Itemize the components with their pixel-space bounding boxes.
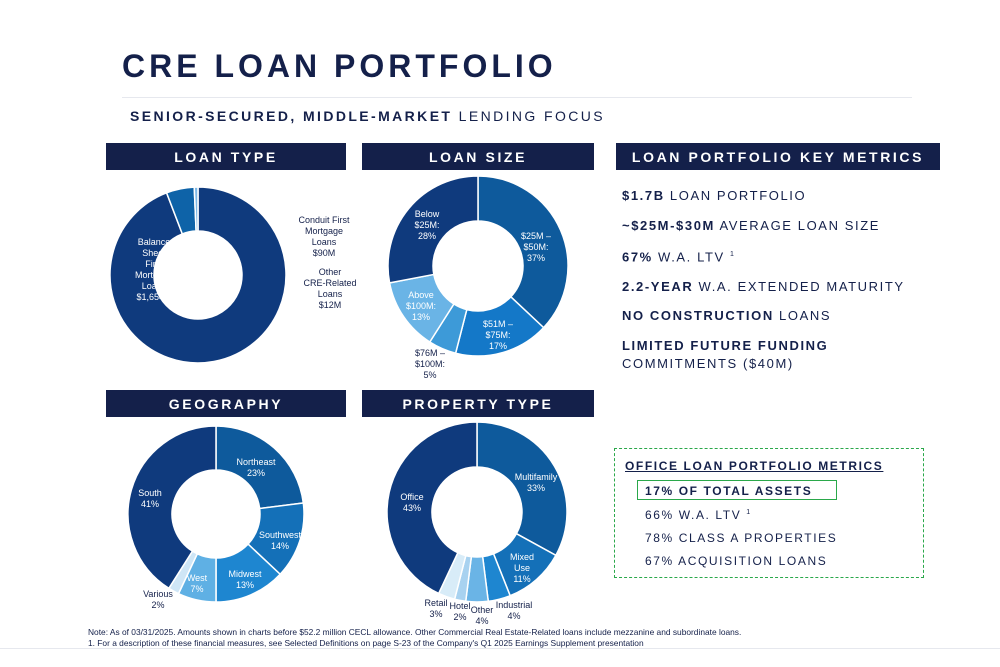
metric-value: $1.7B: [622, 188, 665, 203]
slice-label: Southwest 14%: [258, 530, 302, 551]
slice-label: Below $25M: 28%: [414, 209, 440, 241]
slice-label: Hotel 2%: [449, 601, 471, 622]
subtitle-rest: LENDING FOCUS: [452, 108, 606, 124]
metric-label: W.A. EXTENDED MATURITY: [693, 278, 905, 294]
metric-label: LOANS: [773, 308, 832, 324]
office-metrics-title: OFFICE LOAN PORTFOLIO METRICS: [625, 459, 884, 473]
footnote-marker: 1: [730, 251, 736, 258]
loan-size-chart: [360, 172, 600, 387]
metric-loan-portfolio: [622, 187, 952, 205]
slice-label: $76M – $100M: 5%: [414, 348, 446, 380]
slice-label: South 41%: [138, 488, 162, 509]
slice-label: Industrial 4%: [495, 600, 533, 621]
metric-value: NO CONSTRUCTION: [622, 308, 774, 324]
footer-divider: [0, 648, 1000, 649]
geography-header: GEOGRAPHY: [106, 390, 346, 417]
metric-value: 2.2-YEAR: [622, 278, 694, 294]
metric-label: W.A. LTV: [652, 249, 730, 265]
slice-label: Mixed Use 11%: [509, 552, 535, 584]
office-class-a: 78% CLASS A PROPERTIES: [645, 531, 838, 545]
metric-value: 67%: [622, 249, 653, 265]
slice-label: $51M – $75M: 17%: [482, 319, 514, 351]
slice-label: Conduit First Mortgage Loans $90M: [298, 215, 350, 258]
metric-average-loan-size: [622, 217, 952, 235]
property-type-chart: [360, 420, 610, 625]
slice-label: $25M – $50M: 37%: [520, 231, 552, 263]
subtitle-bold: SENIOR-SECURED, MIDDLE-MARKET: [130, 108, 453, 124]
slice-label: Balance Sheet First Mortgage Loans $1,654M: [134, 237, 174, 302]
slice-label: Office 43%: [400, 492, 424, 513]
metric-maturity: [622, 278, 952, 296]
loan-type-header: LOAN TYPE: [106, 143, 346, 170]
slice-label: Multifamily 33%: [514, 472, 558, 493]
metric-label: COMMITMENTS ($40M): [622, 355, 794, 371]
office-metrics-box: [614, 448, 924, 578]
slice-label: Other CRE-Related Loans $12M: [303, 267, 357, 310]
donut-slice: [477, 422, 567, 555]
office-total-assets: 17% OF TOTAL ASSETS: [645, 484, 813, 498]
metric-future-funding: [622, 337, 952, 373]
page-subtitle: [130, 108, 605, 124]
metric-label: AVERAGE LOAN SIZE: [714, 217, 881, 233]
office-ltv: [645, 508, 752, 522]
key-metrics-list: [622, 187, 952, 384]
slice-label: Midwest 13%: [228, 569, 262, 590]
loan-type-chart: [110, 175, 370, 385]
property-type-header: PROPERTY TYPE: [362, 390, 594, 417]
footnote-note: Note: As of 03/31/2025. Amounts shown in charts before $52.2 million CECL allowance. Other Commercial Real Estate-Related loans include mezzanine and subordinate loans.: [88, 627, 742, 637]
metric-value: ~$25M-$30M: [622, 217, 715, 233]
footnote-marker: 1: [746, 509, 752, 516]
slice-label: West 7%: [186, 573, 208, 594]
office-acquisition: 67% ACQUISITION LOANS: [645, 554, 828, 568]
geography-chart: [120, 420, 360, 620]
title-divider: [122, 97, 912, 98]
metric-value: LIMITED FUTURE FUNDING: [622, 337, 829, 353]
metric-ltv: [622, 246, 952, 266]
slice-label: Retail 3%: [424, 598, 448, 619]
key-metrics-header: LOAN PORTFOLIO KEY METRICS: [616, 143, 940, 170]
slice-label: Other 4%: [470, 605, 494, 626]
page-title: CRE LOAN PORTFOLIO: [122, 48, 557, 84]
metric-label: LOAN PORTFOLIO: [664, 188, 807, 203]
slice-label: Various 2%: [143, 589, 173, 610]
loan-size-header: LOAN SIZE: [362, 143, 594, 170]
metric-construction: [622, 307, 952, 325]
slice-label: Above $100M: 13%: [405, 290, 437, 322]
footnote-1: 1. For a description of these financial measures, see Selected Definitions on page S-23 of the Company's Q1 2025 Earnings Supplement presentation: [88, 638, 644, 648]
slice-label: Northeast 23%: [236, 457, 276, 478]
office-item-text: 66% W.A. LTV: [645, 508, 747, 522]
